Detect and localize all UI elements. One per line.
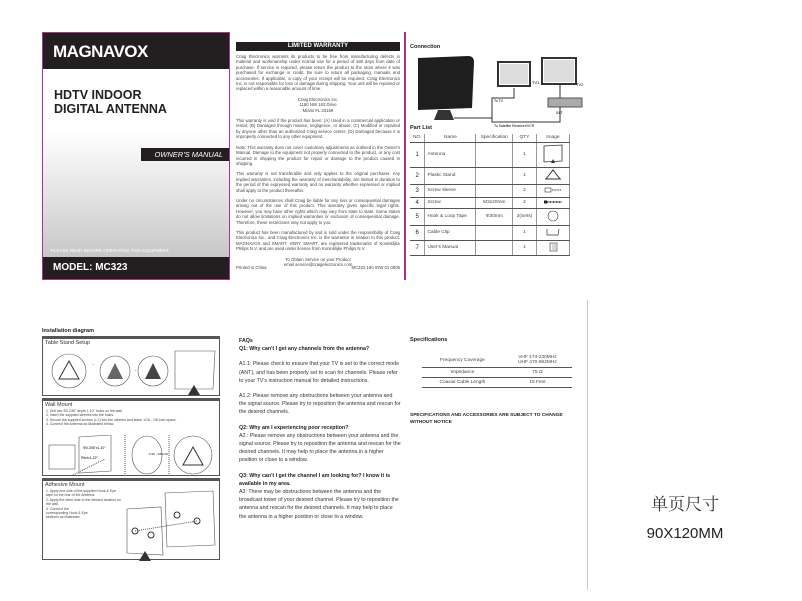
spec-value — [503, 368, 572, 378]
warranty-paragraph: Note: This warranty does not cover customary adjustments as outlined in the Owner's Manual. Damage to the equipment not properly connected to the product, or any cost incurred in shipping the product for repair or damage to the product caused in shipping. — [236, 144, 400, 166]
part-image-icon — [536, 197, 569, 208]
spec-value-line: VHF 174-230MHz — [518, 355, 557, 360]
to-satellite-label: To Satellite Receiver/VCR — [494, 124, 535, 128]
part-name: Plastic Stand — [425, 167, 476, 184]
antenna-icon — [418, 56, 474, 110]
specifications-table — [422, 353, 572, 388]
adhesive-step: 3. Connect the corresponding Hook & Eye sections as illustrated. — [46, 506, 88, 520]
adhesive-mount-section — [42, 478, 220, 560]
brand-logo: MAGNAVOX — [53, 42, 148, 61]
specifications-panel — [410, 337, 575, 426]
adhesive-step: 1. Apply one side of the supplied Hook & Eye tape on the rear of the Antenna. — [46, 489, 116, 498]
table-stand-section — [42, 336, 220, 396]
table-row — [410, 197, 570, 208]
part-spec — [476, 167, 513, 184]
spec-label: Coaxial Cable Length — [422, 378, 503, 388]
faq-question: Q3: Why can't I get the channel I am looking for? I know it is available in my area. — [239, 472, 391, 487]
column-header: NO. — [410, 134, 425, 142]
part-name: Screw sleeve — [425, 184, 476, 197]
address-line: 1160 NW 163 Drive — [299, 102, 337, 108]
read-note: PLEASE READ BEFORE OPERATING THIS EQUIPMENT. — [51, 248, 170, 253]
table-row — [410, 208, 570, 225]
title-line: HDTV INDOOR — [54, 88, 142, 102]
warranty-panel — [232, 32, 406, 280]
part-spec: M3x20mm — [476, 197, 513, 208]
part-spec — [476, 142, 513, 167]
column-header: Specification — [476, 134, 513, 142]
part-image-icon — [536, 225, 569, 240]
part-qty: 1 — [513, 167, 536, 184]
tv1-label: TV1 — [532, 80, 540, 85]
page-size-note — [600, 490, 770, 542]
faq-answer: A1.1: Please check to ensure that your TV is set to the correct mode (ANT), and has been properly set to scan for channels. Please refer to your TV's instruction manual for detailed instructions. — [239, 361, 400, 384]
part-spec: Φ30mm — [476, 208, 513, 225]
faq-question: Q2: Why am I experiencing poor reception? — [239, 424, 349, 431]
wall-step: 4. Connect the Antenna as illustrated below. — [46, 422, 115, 427]
faq-panel — [239, 337, 401, 528]
table-row — [410, 184, 570, 197]
part-qty: 1 — [513, 240, 536, 255]
part-name: Antenna — [425, 142, 476, 167]
part-image-icon — [536, 240, 569, 255]
part-number: 2 — [410, 167, 425, 184]
adhesive-step: 2. Apply the other side to the desired location on the wall. — [46, 497, 121, 507]
connection-diagram — [410, 50, 585, 130]
section-title: Table Stand Setup — [45, 340, 90, 346]
part-number: 5 — [410, 208, 425, 225]
address-line: Craig Electronics Inc. — [297, 96, 339, 102]
table-row — [422, 353, 572, 368]
address-line: Miami FL 33169 — [302, 107, 334, 113]
part-name: User's Manual — [425, 240, 476, 255]
specifications-notice: SPECIFICATIONS AND ACCESSORIES ARE SUBJECT TO CHANGE WITHOUT NOTICE — [410, 413, 563, 425]
spec-value-line: 15 Feet — [529, 380, 546, 385]
section-title: Adhesive Mount — [45, 482, 85, 488]
faq-heading: FAQs — [239, 338, 253, 344]
part-qty: 1 — [513, 225, 536, 240]
tv2-label: TV2 — [576, 82, 584, 87]
part-qty: 2 — [513, 197, 536, 208]
part-list-heading: Part List — [410, 125, 433, 131]
table-row — [410, 225, 570, 240]
spec-label: Frequency Coverage — [422, 353, 503, 368]
sat-label: SAT — [556, 111, 563, 115]
table-row — [422, 368, 572, 378]
warranty-paragraph: This warranty is not transferable and only applies to the original purchaser. Any implied warranties, including the warranty of merchantability, are limited in duration to the period of this expressed warranty and no warranty whether expressed or implied shall apply to the product thereafter. — [236, 171, 400, 193]
svg-text:→: → — [91, 361, 95, 366]
part-qty: 2(Sets) — [513, 208, 536, 225]
part-qty: 2 — [513, 184, 536, 197]
faq-question: Q1: Why can't I get any channels from the antenna? — [239, 346, 370, 353]
warranty-footer — [236, 265, 400, 270]
part-number: 3 — [410, 184, 425, 197]
installation-heading: Installation diagram — [42, 328, 94, 334]
section-title: Wall Mount — [45, 402, 73, 408]
part-spec — [476, 184, 513, 197]
part-list-table — [410, 134, 570, 256]
part-number: 4 — [410, 197, 425, 208]
page-size-label: 单页尺寸 — [651, 495, 719, 515]
table-row — [422, 378, 572, 388]
faq-answer: A2.: Please remove any obstructions between your antenna and the signal source. Please try to reposition the antenna and rescan for the desired channels. It may help to place the antenna in a higher position or close to a window. — [239, 432, 401, 464]
wall-step: 1. Drill two Φ0.236" depth 1.10" holes on the wall. — [46, 409, 123, 413]
product-title — [54, 88, 167, 116]
warranty-paragraph: This warranty is void if the product has been: (A) Used in a commercial application or rental; (B) Damaged through misuse, negligence, or abuse; (C) Modified or repaired by anyone other than an authorized Craig service center; (D) Damaged because it is improperly connected to any other equipment. — [236, 118, 400, 140]
part-number: 1 — [410, 142, 425, 167]
adhesive-mount-illustration — [123, 489, 219, 561]
part-number: 6 — [410, 225, 425, 240]
column-header: QTY — [513, 134, 536, 142]
connection-heading: Connection — [410, 44, 441, 50]
gap-spec: 1/16 - 1/8 inch — [149, 452, 169, 456]
part-spec — [476, 225, 513, 240]
warranty-paragraph: Craig Electronics warrants its products to be free from manufacturing defects in material and workmanship under normal use for a period of 180 days from date of purchase. If service is required, please return the product to the store where it was purchased for exchange or credit. Be sure to return all packaging, manuals and accessories. If applicable, a copy of your receipt will be required. Craig Electronics Inc. is not responsible for loss or damage during shipping. Your unit will be repaired or replaced within a reasonable amount of time. — [236, 54, 400, 92]
wall-mount-illustration — [45, 435, 217, 477]
hole-spec: Φ0.236"x1.10" — [83, 446, 106, 450]
model-label: MODEL: MC323 — [43, 257, 229, 279]
spec-value-line: 75 Ω — [532, 370, 543, 375]
pitch-spec: Pitch:1.22" — [81, 456, 98, 460]
part-image-icon — [536, 167, 569, 184]
service-line: To Obtain Service on your Product — [285, 256, 351, 262]
cover-header-bar — [43, 33, 229, 69]
document-code: MC323 180 IDW 01 0805 — [351, 264, 400, 270]
warranty-address — [236, 97, 400, 113]
to-tv-label: To TV — [494, 99, 504, 103]
connection-panel — [410, 32, 585, 280]
installation-panel — [42, 328, 220, 560]
specifications-heading: Specifications — [410, 337, 448, 343]
spec-value — [503, 353, 572, 368]
faq-answer: A3: There may be obstructions between the antenna and the broadcast tower of your desired channel. Please try to reposition the antenna and rescan for the desired channels. It may help to place the antenna in a higher position or close to a window. — [239, 489, 399, 520]
spec-value-line: UHF 470-862MHz — [518, 360, 557, 365]
part-name: Hook & Loop Tape — [425, 208, 476, 225]
service-email: email service@craigelectronics.com — [283, 262, 353, 267]
printed-in: Printed in China — [236, 264, 267, 270]
warranty-paragraph: This product has been manufactured by and is sold under the responsibility of Craig Electronics Inc., and Craig Electronics Inc. is the warrantor in relation to this product. MAGNAVOX and SMART. VERY SMART. are registered trademarks of Koninklijke Philips N.V. and are used under license from Koninklijke Philips N.V. — [236, 229, 400, 252]
part-name: Screw — [425, 197, 476, 208]
part-image-icon — [536, 184, 569, 197]
part-name: Cable Clip — [425, 225, 476, 240]
cover-panel — [42, 32, 230, 280]
owners-manual-label: OWNER'S MANUAL — [141, 148, 229, 161]
table-row — [410, 167, 570, 184]
warranty-paragraph: Under no circumstances shall Craig be liable for any loss or consequential damages arising out of the use of this product. This warranty gives specific legal rights. However, you may have other rights which may vary from state to state. Some states do not allow limitations on implied warranties or exclusion of consequential damage. Therefore, these restrictions may not apply to you. — [236, 197, 400, 225]
wall-step: 2. Insert the supplied sleeves into the holes. — [46, 413, 115, 418]
warranty-heading: LIMITED WARRANTY — [236, 42, 400, 51]
spec-value — [503, 378, 572, 388]
title-line: DIGITAL ANTENNA — [54, 102, 167, 116]
column-header: Image — [536, 134, 569, 142]
part-image-icon — [536, 208, 569, 225]
part-number: 7 — [410, 240, 425, 255]
part-qty: 1 — [513, 142, 536, 167]
wall-step: 3. Secure the supplied screws (x 2) into the sleeves and leave 1/16 - 1/8 inch space. — [46, 417, 177, 422]
table-header-row — [410, 134, 570, 142]
svg-text:→: → — [133, 367, 137, 372]
part-image-icon — [536, 142, 569, 167]
satellite-receiver-icon — [548, 98, 582, 107]
page-size-value: 90X120MM — [646, 525, 724, 542]
part-spec — [476, 240, 513, 255]
wall-mount-section — [42, 398, 220, 476]
table-stand-illustration — [45, 349, 217, 397]
table-row — [410, 240, 570, 255]
column-header: Name — [425, 134, 476, 142]
table-row — [410, 142, 570, 167]
divider-line — [587, 300, 588, 590]
faq-answer: A1.2: Please remove any obstructions between your antenna and the signal source. Please try to reposition the antenna and rescan for the desired channels. — [239, 393, 401, 416]
spec-label: Impedance — [422, 368, 503, 378]
